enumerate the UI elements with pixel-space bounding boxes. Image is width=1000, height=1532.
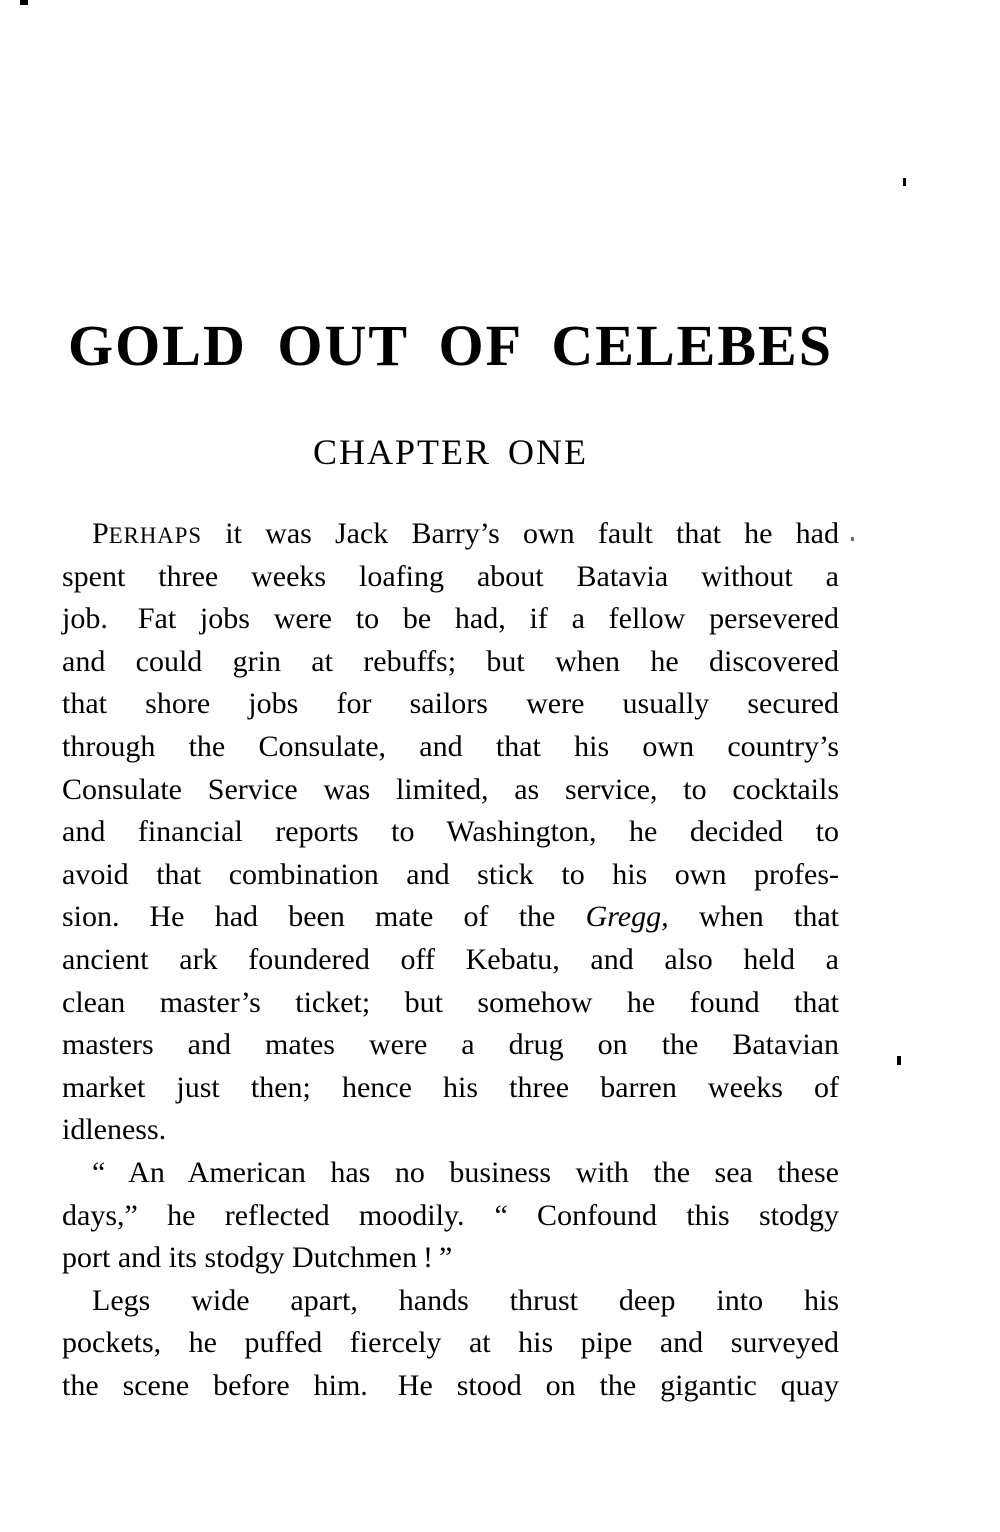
text-segment: Legs wide apart, hands thrust deep into his — [92, 1283, 839, 1317]
text-segment: port and its stodgy Dutchmen ! ” — [62, 1241, 453, 1275]
chapter-heading: CHAPTER ONE — [312, 432, 588, 472]
text-segment: clean master’s ticket; but somehow he found that — [62, 985, 839, 1019]
text-line — [62, 1109, 839, 1152]
text-segment: Consulate Service was limited, as service, to cocktails — [62, 772, 839, 806]
text-segment: the scene before him. He stood on the gigantic quay — [62, 1368, 839, 1402]
text-line — [62, 1195, 839, 1238]
body-text — [62, 513, 839, 1407]
text-segment: and financial reports to Washington, he decided to — [62, 815, 839, 849]
text-line — [62, 683, 839, 726]
scan-speck-right-lower — [897, 1056, 901, 1065]
scan-speck-after-line1 — [851, 537, 854, 541]
text-segment: market just then; hence his three barren weeks of — [62, 1070, 839, 1104]
scan-speck-top-left — [20, 0, 28, 5]
text-segment: ancient ark foundered off Kebatu, and also held a — [62, 942, 839, 976]
text-line — [62, 1365, 839, 1408]
text-line — [62, 556, 839, 599]
italic-ship-name: Gregg, — [585, 900, 669, 934]
text-line — [62, 641, 839, 684]
text-segment: spent three weeks loafing about Batavia without a — [62, 559, 839, 593]
text-segment: “ An American has no business with the sea these — [92, 1155, 839, 1189]
text-line — [62, 598, 839, 641]
scan-speck-right-upper — [903, 178, 906, 186]
text-segment: pockets, he puffed fiercely at his pipe and surveyed — [62, 1326, 839, 1360]
text-segment: when that — [668, 900, 839, 934]
text-segment: it was Jack Barry’s own fault that he had — [202, 517, 839, 550]
text-line — [62, 854, 839, 897]
text-segment: and could grin at rebuffs; but when he discovered — [62, 644, 839, 678]
text-line — [62, 726, 839, 769]
text-line — [62, 513, 839, 556]
text-line — [62, 939, 839, 982]
text-line — [62, 811, 839, 854]
text-segment: days,” he reflected moodily. “ Confound this stodgy — [62, 1198, 839, 1232]
text-segment: P — [92, 517, 109, 550]
text-segment: job. Fat jobs were to be had, if a fellow persevered — [62, 602, 839, 636]
text-segment: through the Consulate, and that his own country’s — [62, 729, 839, 763]
text-segment: masters and mates were a drug on the Batavian — [62, 1028, 839, 1062]
text-line — [62, 1067, 839, 1110]
small-caps-opening-word: ERHAPS — [108, 523, 203, 548]
book-title: GOLD OUT OF CELEBES — [68, 313, 833, 378]
text-segment: sion. He had been mate of the — [62, 900, 586, 934]
text-line — [62, 769, 839, 812]
text-segment: avoid that combination and stick to his own profes- — [62, 857, 839, 891]
text-line — [62, 896, 839, 939]
text-line — [62, 1322, 839, 1365]
text-line — [62, 982, 839, 1025]
text-segment: idleness. — [62, 1113, 167, 1147]
text-line — [62, 1024, 839, 1067]
text-segment: that shore jobs for sailors were usually secured — [62, 687, 839, 721]
text-line — [62, 1280, 839, 1323]
text-line — [62, 1237, 839, 1280]
text-line — [62, 1152, 839, 1195]
